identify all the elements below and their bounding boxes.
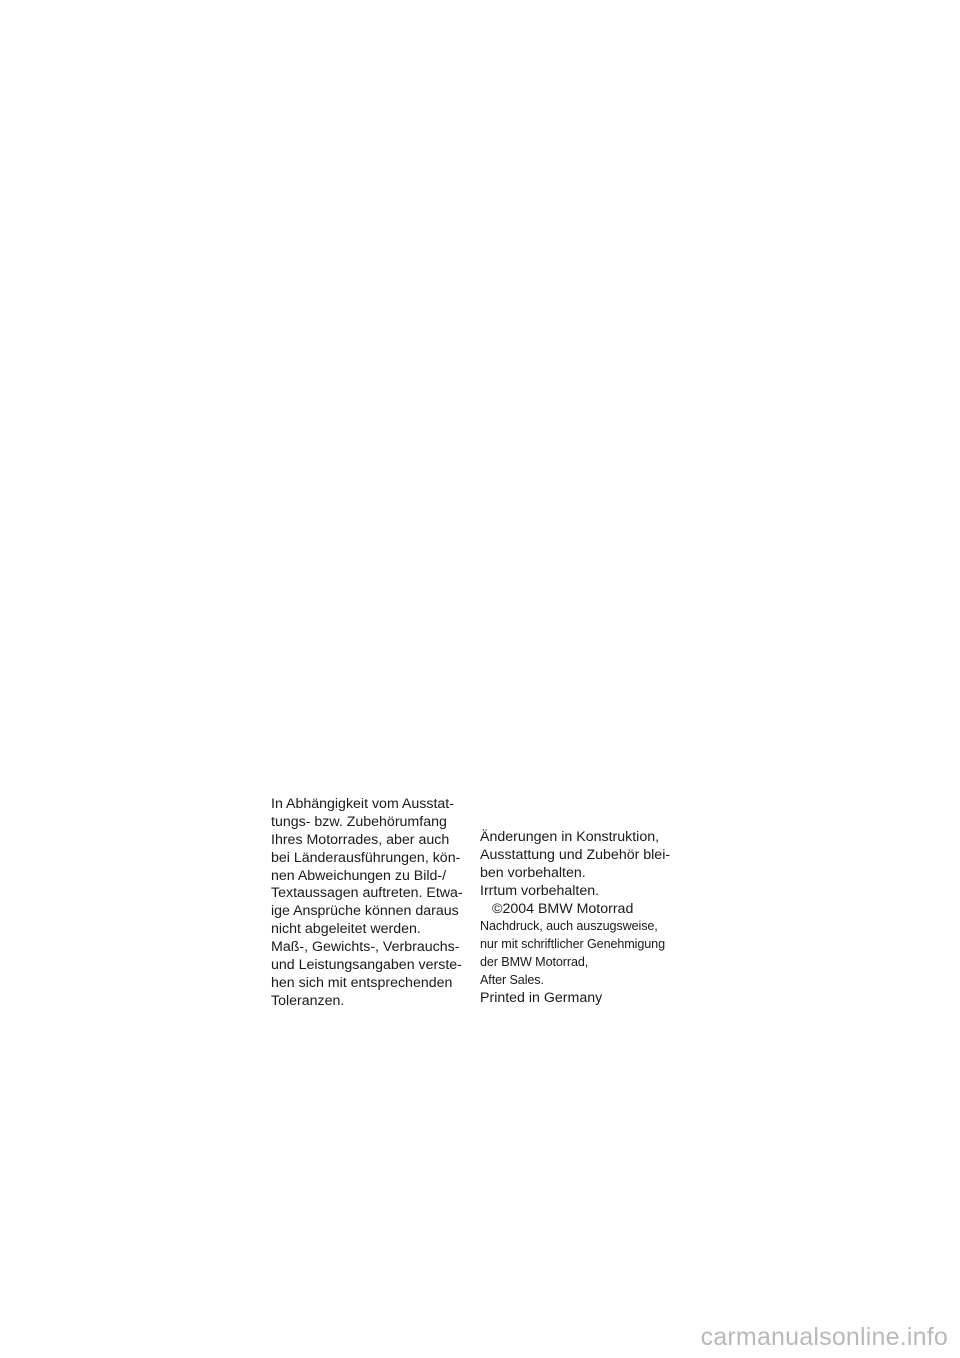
disclaimer-column [271,796,466,1011]
disclaimer-line: hen sich mit entsprechenden [271,974,453,991]
disclaimer-line: nicht abgeleitet werden. [271,921,421,938]
disclaimer-line: Maß-, Gewichts-, Verbrauchs- [271,939,460,956]
imprint-line: der BMW Motorrad, [480,955,589,970]
disclaimer-line: Toleranzen. [271,992,345,1009]
imprint-line: After Sales. [480,973,544,988]
imprint-line: ben vorbehalten. [480,864,586,881]
disclaimer-line: ige Ansprüche können daraus [271,903,459,920]
imprint-line: nur mit schriftlicher Genehmigung [480,937,665,952]
disclaimer-line: Ihres Motorrades, aber auch [271,831,450,848]
imprint-line: Ausstattung und Zubehör blei- [480,846,671,863]
site-watermark: carmanualsonline.info [700,1323,948,1351]
disclaimer-line: nen Abweichungen zu Bild-/ [271,867,447,884]
disclaimer-line: In Abhängigkeit vom Ausstat- [271,796,454,812]
disclaimer-line: Textaussagen auftreten. Etwa- [271,885,463,902]
copyright-line: ©2004 BMW Motorrad [492,900,634,917]
disclaimer-line: tungs- bzw. Zubehörumfang [271,813,447,830]
imprint-line: Änderungen in Konstruktion, [480,829,660,845]
disclaimer-line: und Leistungsangaben verste- [271,957,462,974]
imprint-line: Irrtum vorbehalten. [480,882,600,899]
disclaimer-line: bei Länderausführungen, kön- [271,849,461,866]
imprint-line: Printed in Germany [480,990,603,1007]
imprint-column [480,829,685,1008]
imprint-line: Nachdruck, auch auszugsweise, [480,919,658,934]
